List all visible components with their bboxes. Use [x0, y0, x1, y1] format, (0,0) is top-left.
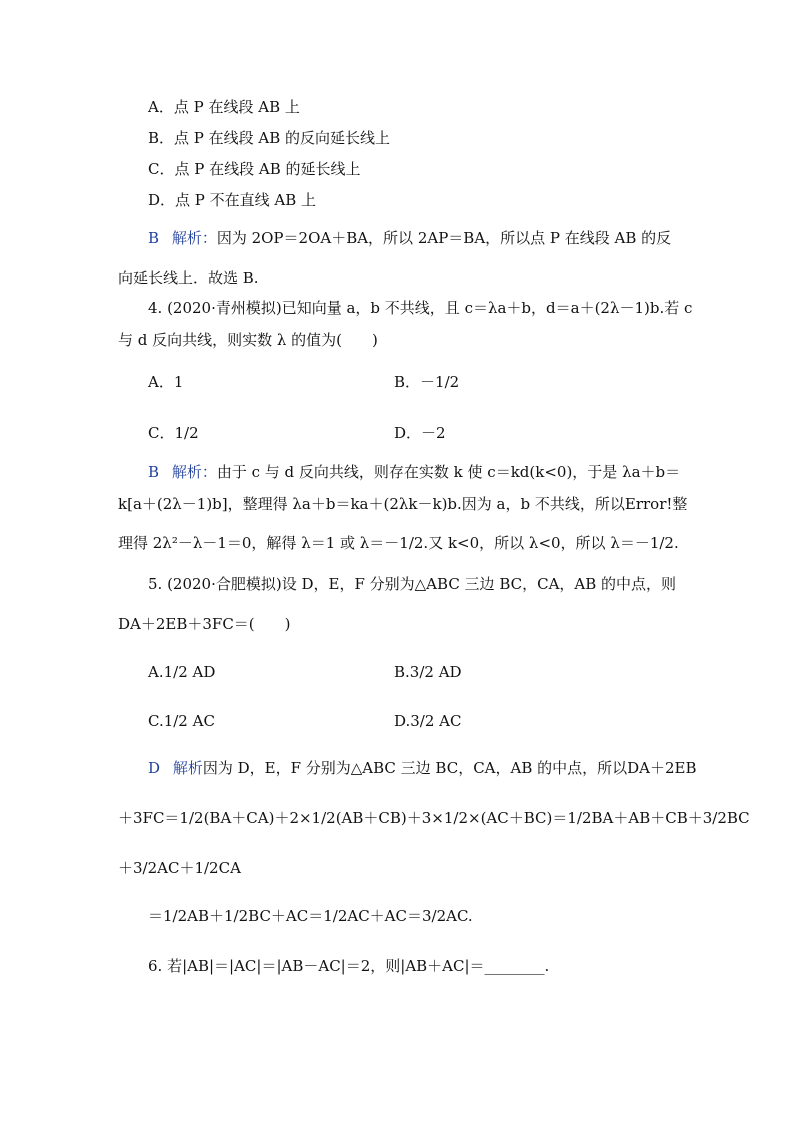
q4-option-c: C．1/2: [148, 424, 199, 442]
q5-option-b: B.3/2 AD: [394, 663, 462, 681]
q4-solution-line-2: k[a＋(2λ－1)b]，整理得 λa＋b＝ka＋(2λk－k)b.因为 a，b 不共线，所以Error!整: [118, 495, 688, 513]
q4-stem-line-2: 与 d 反向共线，则实数 λ 的值为( ): [118, 331, 378, 349]
q5-option-a: A.1/2 AD: [148, 663, 216, 681]
q3-option-c: C．点 P 在线段 AB 的延长线上: [148, 160, 361, 178]
q3-option-a: A．点 P 在线段 AB 上: [148, 98, 300, 116]
q4-option-b: B．－1/2: [394, 373, 460, 391]
q4-answer: B: [148, 463, 160, 481]
q5-answer: D: [148, 759, 161, 777]
q3-solution-line-2: 向延长线上．故选 B.: [118, 269, 259, 287]
q5-option-d: D.3/2 AC: [394, 712, 462, 730]
q4-stem-line-1: 4. (2020·青州模拟)已知向量 a，b 不共线，且 c＝λa＋b，d＝a＋(2λ－1)b.若 c: [148, 299, 693, 317]
q5-stem-line-2: DA＋2EB＋3FC＝( ): [118, 615, 291, 633]
q3-option-b: B．点 P 在线段 AB 的反向延长线上: [148, 129, 391, 147]
q5-solution-line-1: [148, 758, 697, 778]
q5-solution-line-2: ＋3FC＝1/2(BA＋CA)＋2×1/2(AB＋CB)＋3×1/2×(AC＋BC)＝1/2BA＋AB＋CB＋3/2BC: [118, 809, 750, 827]
q6-stem: 6. 若|AB|＝|AC|＝|AB－AC|＝2，则|AB＋AC|＝________.: [148, 957, 550, 975]
q5-stem-line-1: 5. (2020·合肥模拟)设 D，E，F 分别为△ABC 三边 BC，CA，AB 的中点，则: [148, 575, 677, 593]
q5-solution-line-4: ＝1/2AB＋1/2BC＋AC＝1/2AC＋AC＝3/2AC.: [148, 907, 473, 925]
q3-answer: B: [148, 229, 160, 247]
q4-option-a: A．1: [148, 373, 184, 391]
q5-solution-label: 解析: [172, 759, 203, 777]
q4-solution-label: 解析：: [171, 463, 217, 481]
q5-option-c: C.1/2 AC: [148, 712, 215, 730]
q3-solution-label: 解析：: [171, 229, 217, 247]
q5-solution-line-3: ＋3/2AC＋1/2CA: [118, 859, 241, 877]
q4-solution-line-3: 理得 2λ²－λ－1＝0，解得 λ＝1 或 λ＝－1/2.又 k<0，所以 λ<0，所以 λ＝－1/2.: [118, 534, 679, 552]
q4-solution-line-1: [148, 462, 680, 482]
q3-solution-line-1: [148, 228, 671, 248]
q4-option-d: D．－2: [394, 424, 446, 442]
q3-option-d: D．点 P 不在直线 AB 上: [148, 191, 317, 209]
q3-solution-text-1: 因为 2OP＝2OA＋BA，所以 2AP＝BA，所以点 P 在线段 AB 的反: [216, 229, 672, 247]
q4-solution-text-1: 由于 c 与 d 反向共线，则存在实数 k 使 c＝kd(k<0)，于是 λa＋b＝: [216, 463, 681, 481]
q5-solution-text-1: 因为 D，E，F 分别为△ABC 三边 BC，CA，AB 的中点，所以DA＋2EB: [202, 759, 697, 777]
